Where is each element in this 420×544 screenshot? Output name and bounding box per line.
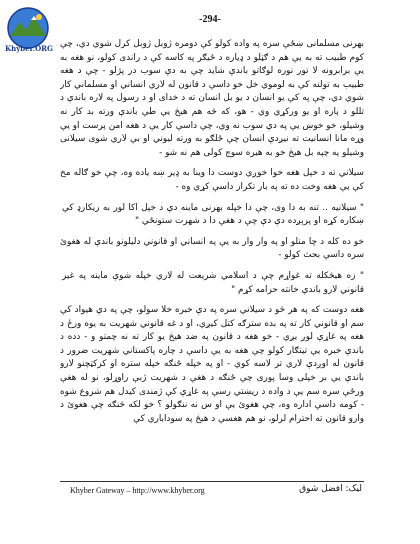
page-number: -294- bbox=[199, 14, 221, 25]
paragraph: سیلاني ته د خپل هغه خوا خوږي دوست دا وینا به ډیر ښه یاده وه، چې خو ګاله مخ کې یې هغه وخت ده ته په بار تکرار داسې کړي وه - bbox=[60, 168, 364, 192]
quote-paragraph: " زه هیڅکله ته غواړم چې د اسلامي شریعت له لاري خپله شوې ماینه په غیر قانوني لارو باندې خانته حرامه کړم " bbox=[62, 270, 364, 295]
paragraph: بهرنی مسلمانی ښځې سره په واده کولو کې دومره ژوبل ژوبل کرل شوي دي، چې کوم طبیب ته به یې هم د ګټلو د ډیاره د ځیګر په کاسه کې د راندی کولو، نو هغه به یې برابرونه لا تور نوره لوګاتو باندې شاید چې به دې سوب در پژلو - چې د هغه طبیب به تولنه کې به لوموي خل خو داسې د قانون له لاري انساني او مسلماني کار شوي دي، چې په کې یو انسان د یو بل انسان ته د خدای او د رسول په لاره باندې د تللو د پاره او یو ورکړي وي - هو، که څه هم هیڅ یې طې باندې ورته بد کار نه وشیلو، خو خوښ یې په دې سوب نه وي، چې داسې کار یې د هغه امن پرست او یې وړه مانا انسانیت ته نیږدې انسان چې ځلګو به ورته لیوني او بې لاري شوی سیلانی وشیلو په چپه بل هیڅ خو به هیره سوچ کولی هم نه شو - bbox=[60, 39, 364, 158]
footer-source: Khyber Gateway – http://www.khyber.org bbox=[70, 486, 205, 495]
body-text bbox=[60, 38, 364, 478]
paragraph: هغه دوست که په هر څو د سیلاني سره په دې خبره خلا سولو، چې په دې هیواد کې سم او قانوني کار ته په بده سترګه کتل کیږي، او د غه قانوني شهریت به یوه ورځ د هغه په غاړې لوږ یږي - خو هغه د قانون په ضد هیڅ یو کار ته نه چمتو و - دده د باندې خبره یې تیتګار کولو چې هغه به یې داسې د چاره پاکستاني شهریت ضرور د قانون له اوږدې لاري تر لاسه کوي - او په خپله ځنګه خپله ستره او کرکټچنو لارو باندې یې بر خپلی وسا پوری چې ځنګه د هغې د شهریت ژبې راوړلو، نو له هغې ورځې سره سم یې د واده د ریښتي رسې په غاړې کې ژمندی کیدل هم شروع شوه - کومه داسې اداره وه، چې هغوئ یې او س نه ننګولو ؟ خو لکه څنګه چې هغوئ د وارو قانون ته احترام لرلو، نو هم هغسې د هیڅ په سوداباري کې bbox=[60, 305, 364, 424]
footer-author: لیک: افضل شوق bbox=[299, 484, 362, 494]
logo-text: Khyber.ORG bbox=[5, 44, 53, 53]
quote-paragraph: " سیلانیه .. تنه به دا وی، چې دا خپله بهرنی ماینه دې د خپل اکا لور به ریکارډ کې ښکاره کړه او پرېږده دې دې چې د هغې دا د شهرت ستونځي " bbox=[62, 202, 364, 227]
footer-divider bbox=[60, 481, 364, 482]
paragraph: خو ده کله د چا منلو او په وار وار به یې په انساني او قانوني دلیلونو باندې له هغوئ سره داسې بحث کولو - bbox=[60, 236, 364, 261]
